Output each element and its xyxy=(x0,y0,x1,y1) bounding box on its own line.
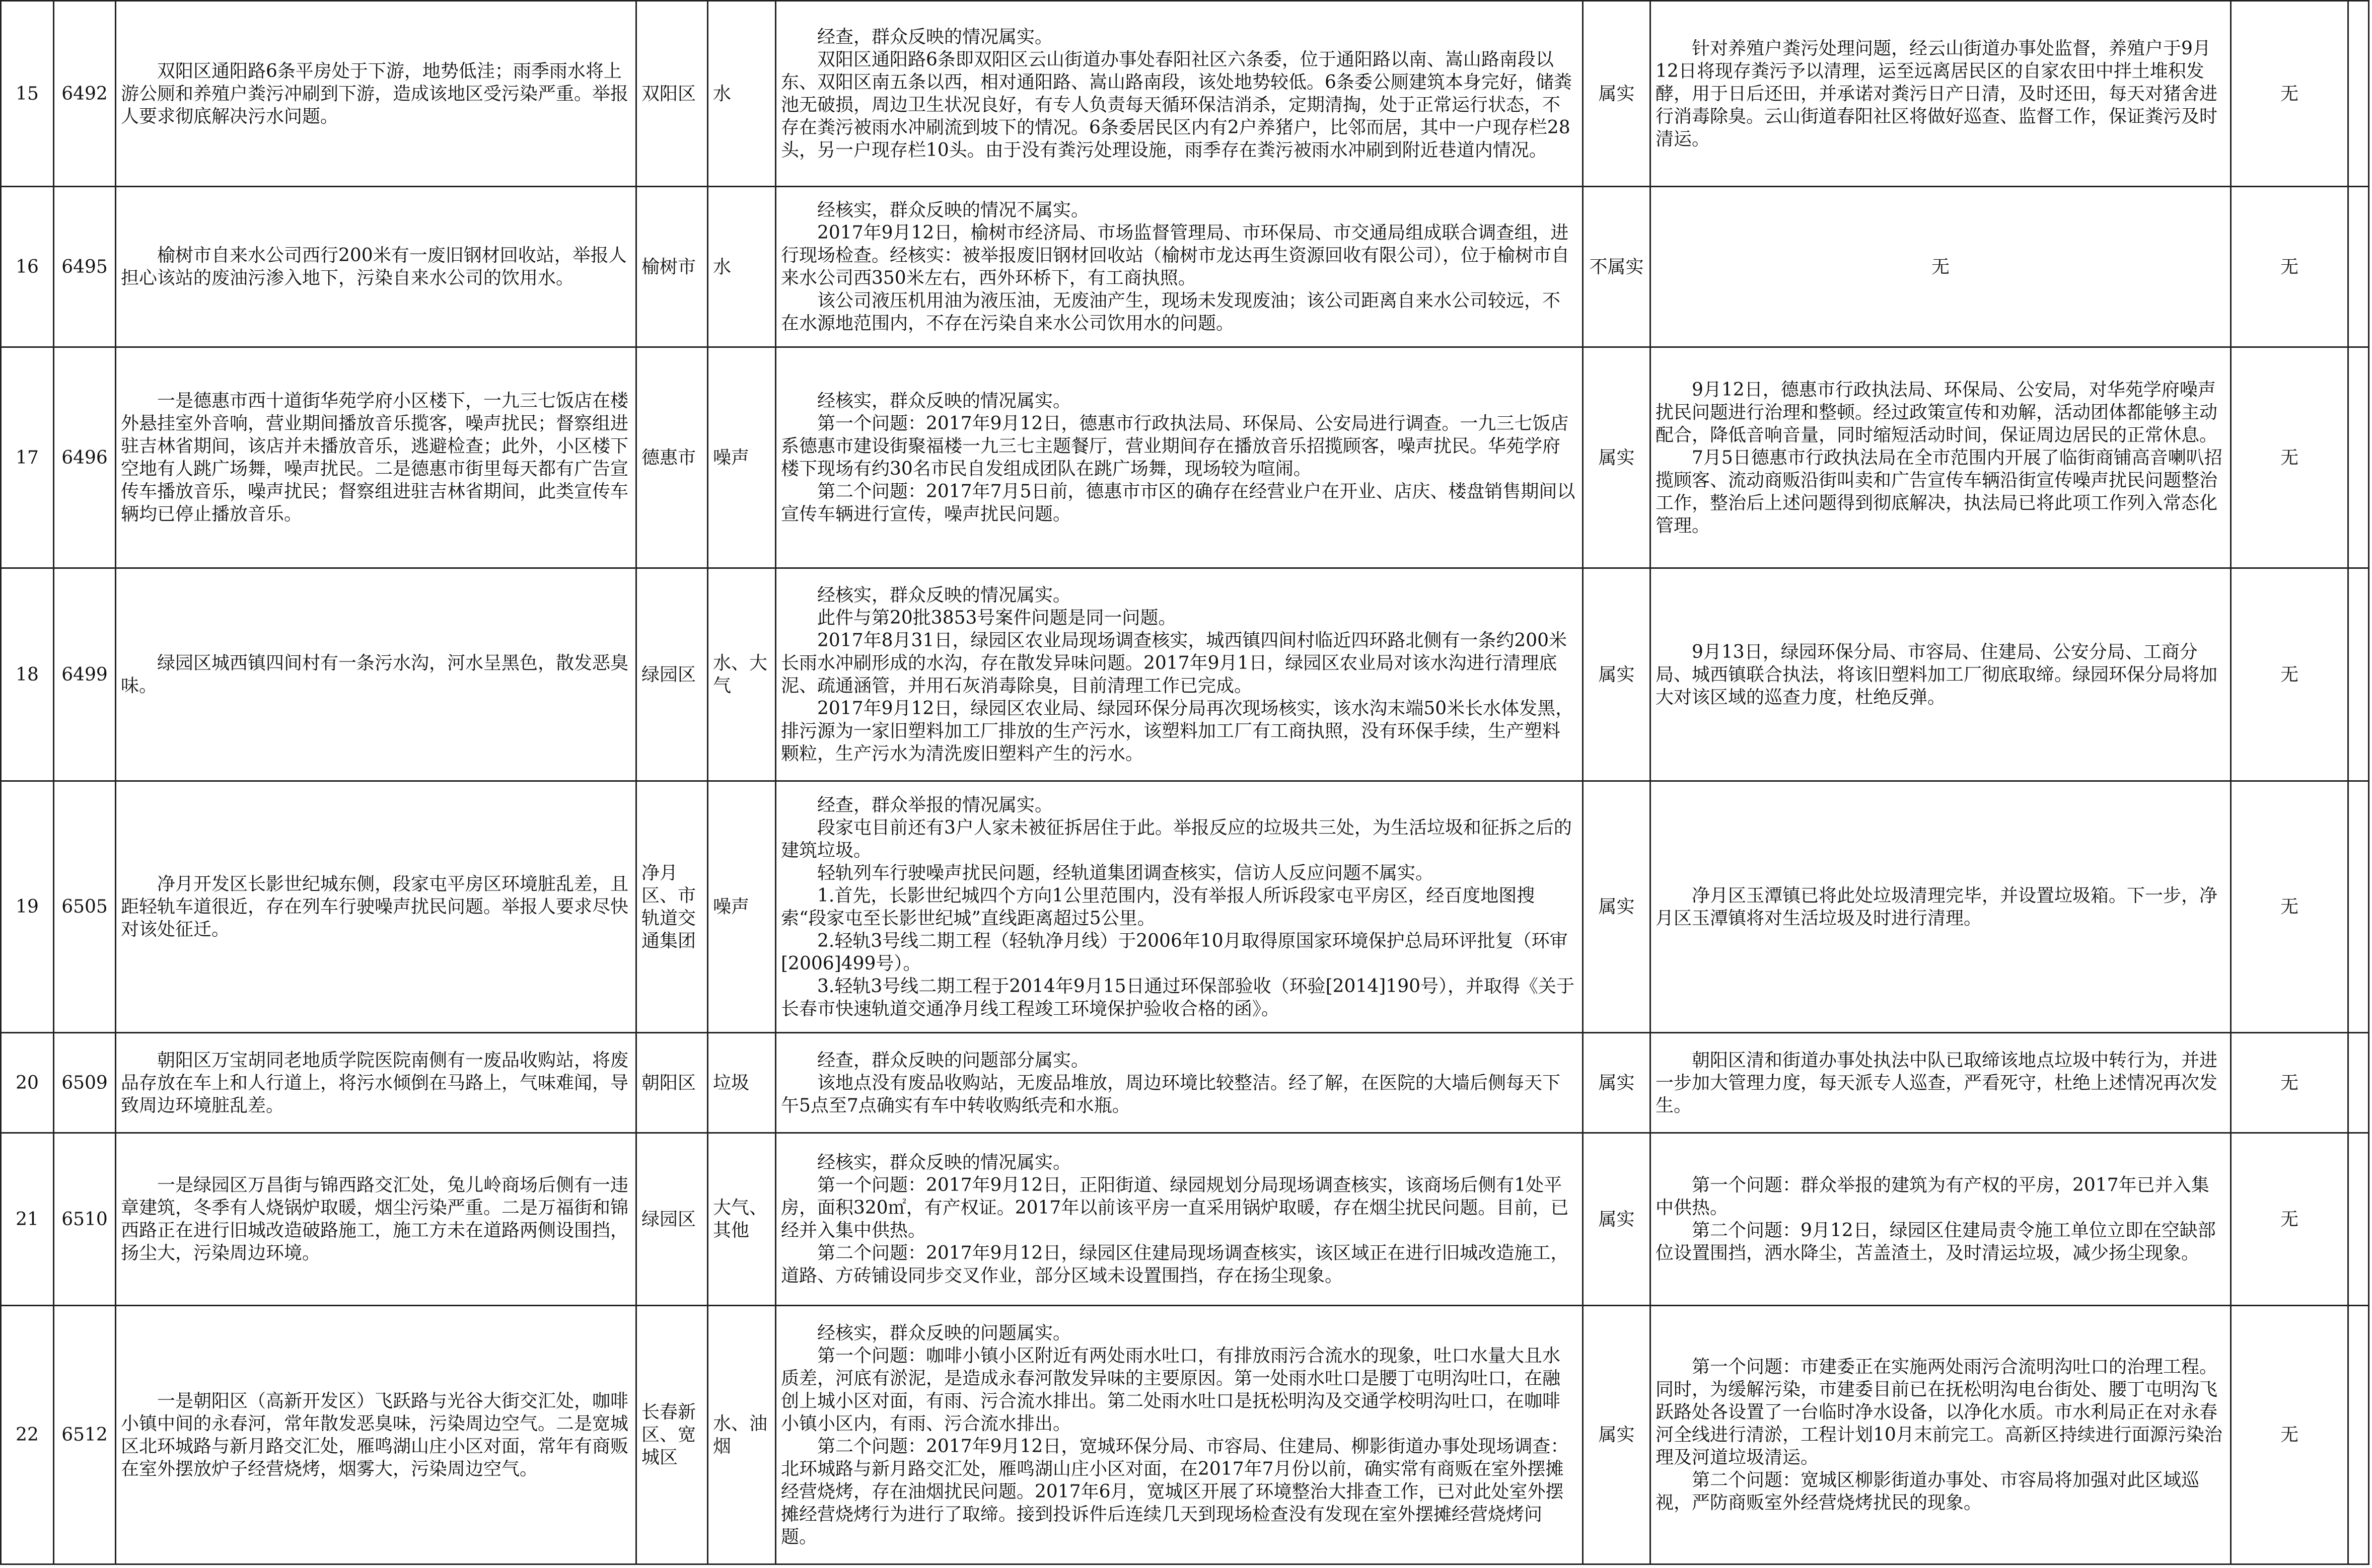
district: 榆树市 xyxy=(636,187,708,347)
accountability: 无 xyxy=(2231,1306,2348,1564)
blank-cell xyxy=(2348,187,2369,347)
case-id: 6496 xyxy=(54,347,116,568)
district: 德惠市 xyxy=(636,347,708,568)
district: 朝阳区 xyxy=(636,1033,708,1133)
handling-text-paragraph: 9月13日，绿园环保分局、市容局、住建局、公安分局、工商分局、城西镇联合执法，将该旧塑料加工厂彻底取缔。绿园环保分局将加大对该区域的巡查力度，杜绝反弹。 xyxy=(1656,641,2218,708)
investigation-text-paragraph: 此件与第20批3853号案件问题是同一问题。 xyxy=(817,608,1177,628)
investigation-text xyxy=(776,1306,1583,1564)
investigation-text-paragraph: 经查，群众反映的情况属实。 xyxy=(817,27,1053,47)
investigation-text-paragraph: 段家屯目前还有3户人家未被征拆居住于此。举报反应的垃圾共三处，为生活垃圾和征拆之后的建筑垃圾。 xyxy=(781,817,1572,861)
pollution-category: 噪声 xyxy=(708,347,776,568)
handling-text-paragraph: 无 xyxy=(1931,256,1950,277)
investigation-text-paragraph: 2017年8月31日，绿园区农业局现场调查核实，城西镇四间村临近四环路北侧有一条约200米长雨水冲刷形成的水沟，存在散发异味问题。2017年9月1日，绿园区农业局对该水沟进行清理底泥、疏通涵管，并用石灰消毒除臭，目前清理工作已完成。 xyxy=(781,630,1567,696)
investigation-text xyxy=(776,347,1583,568)
table-row xyxy=(1,1306,2369,1564)
table-row xyxy=(1,1,2369,187)
verdict: 不属实 xyxy=(1583,187,1650,347)
handling-text xyxy=(1650,1,2231,187)
handling-text-paragraph: 7月5日德惠市行政执法局在全市范围内开展了临街商铺高音喇叭招揽顾客、流动商贩沿街叫卖和广告宣传车辆沿街宣传噪声扰民问题整治工作，整治后上述问题得到彻底解决，执法局已将此项工作列入常态化管理。 xyxy=(1656,447,2222,536)
case-table-body xyxy=(1,1,2369,1564)
investigation-text-paragraph: 轻轨列车行驶噪声扰民问题，经轨道集团调查核实，信访人反应问题不属实。 xyxy=(817,862,1434,883)
table-row xyxy=(1,1133,2369,1306)
district: 绿园区 xyxy=(636,568,708,781)
handling-text-paragraph: 第二个问题：宽城区柳影街道办事处、市容局将加强对此区域巡视，严防商贩室外经营烧烤扰民的现象。 xyxy=(1656,1470,2200,1513)
handling-text xyxy=(1650,781,2231,1033)
investigation-text-paragraph: 第二个问题：2017年7月5日前，德惠市市区的确存在经营业户在开业、店庆、楼盘销售期间以宣传车辆进行宣传，噪声扰民问题。 xyxy=(781,481,1575,525)
investigation-text-paragraph: 第二个问题：2017年9月12日，宽城环保分局、市容局、住建局、柳影街道办事处现场调查：北环城路与新月路交汇处，雁鸣湖山庄小区对面，在2017年7月份以前，确实常有商贩在室外摆摊经营烧烤，存在油烟扰民问题。2017年6月，宽城区开展了环境整治大排查工作，已对此处室外摆摊经营烧烤行为进行了取缔。接到投诉件后连续几天到现场检查没有发现在室外摆摊经营烧烤问题。 xyxy=(781,1436,1569,1547)
investigation-text-paragraph: 经核实，群众反映的情况属实。 xyxy=(817,391,1071,411)
blank-cell xyxy=(2348,1,2369,187)
handling-text xyxy=(1650,568,2231,781)
complaint-text xyxy=(116,347,636,568)
complaint-text-paragraph: 绿园区城西镇四间村有一条污水沟，河水呈黑色，散发恶臭味。 xyxy=(121,653,629,696)
verdict: 属实 xyxy=(1583,568,1650,781)
handling-text-paragraph: 第一个问题：群众举报的建筑为有产权的平房，2017年已并入集中供热。 xyxy=(1656,1175,2209,1218)
complaint-text xyxy=(116,1,636,187)
row-number: 15 xyxy=(1,1,54,187)
investigation-text-paragraph: 经查，群众反映的问题部分属实。 xyxy=(817,1050,1090,1071)
accountability: 无 xyxy=(2231,781,2348,1033)
handling-text-paragraph: 净月区玉潭镇已将此处垃圾清理完毕，并设置垃圾箱。下一步，净月区玉潭镇将对生活垃圾及时进行清理。 xyxy=(1656,885,2218,929)
investigation-text-paragraph: 第一个问题：咖啡小镇小区附近有两处雨水吐口，有排放雨污合流水的现象，吐口水量大且水质差，河底有淤泥，是造成永春河散发异味的主要原因。第一处雨水吐口是腰丁屯明沟吐口，在融创上城小区对面，有雨、污合流水排出。第二处雨水吐口是抚松明沟及交通学校明沟吐口，在咖啡小镇小区内，有雨、污合流水排出。 xyxy=(781,1345,1561,1434)
pollution-category: 大气、其他 xyxy=(708,1133,776,1306)
blank-cell xyxy=(2348,1033,2369,1133)
handling-text-paragraph: 朝阳区清和街道办事处执法中队已取缔该地点垃圾中转行为，并进一步加大管理力度，每天派专人巡查，严看死守，杜绝上述情况再次发生。 xyxy=(1656,1050,2218,1116)
verdict: 属实 xyxy=(1583,1,1650,187)
handling-text-paragraph: 9月12日，德惠市行政执法局、环保局、公安局，对华苑学府噪声扰民问题进行治理和整顿。经过政策宣传和劝解，活动团体都能够主动配合，降低音响音量，同时缩短活动时间，保证周边居民的正常休息。 xyxy=(1656,379,2218,445)
investigation-text-paragraph: 3.轻轨3号线二期工程于2014年9月15日通过环保部验收（环验[2014]190号），并取得《关于长春市快速轨道交通净月线工程竣工环境保护验收合格的函》。 xyxy=(781,976,1575,1019)
handling-text xyxy=(1650,187,2231,347)
investigation-text xyxy=(776,1033,1583,1133)
case-id: 6505 xyxy=(54,781,116,1033)
case-id: 6510 xyxy=(54,1133,116,1306)
blank-cell xyxy=(2348,1306,2369,1564)
row-number: 20 xyxy=(1,1033,54,1133)
investigation-text xyxy=(776,1133,1583,1306)
complaint-text xyxy=(116,1133,636,1306)
pollution-category: 水 xyxy=(708,187,776,347)
investigation-text-paragraph: 第一个问题：2017年9月12日，德惠市行政执法局、环保局、公安局进行调查。一九三七饭店系德惠市建设街聚福楼一九三七主题餐厅，营业期间存在播放音乐招揽顾客，噪声扰民。华苑学府楼下现场有约30名市民自发组成团队在跳广场舞，现场较为喧闹。 xyxy=(781,413,1569,479)
complaint-text xyxy=(116,568,636,781)
verdict: 属实 xyxy=(1583,1306,1650,1564)
investigation-text-paragraph: 经核实，群众反映的问题属实。 xyxy=(817,1322,1071,1343)
row-number: 17 xyxy=(1,347,54,568)
investigation-text xyxy=(776,781,1583,1033)
accountability: 无 xyxy=(2231,1,2348,187)
complaint-text-paragraph: 榆树市自来水公司西行200米有一废旧钢材回收站，举报人担心该站的废油污渗入地下，污染自来水公司的饮用水。 xyxy=(121,245,627,288)
blank-cell xyxy=(2348,347,2369,568)
investigation-text-paragraph: 经查，群众举报的情况属实。 xyxy=(817,794,1053,815)
investigation-text xyxy=(776,568,1583,781)
complaint-text xyxy=(116,187,636,347)
accountability: 无 xyxy=(2231,187,2348,347)
handling-text-paragraph: 针对养殖户粪污处理问题，经云山街道办事处监督，养殖户于9月12日将现存粪污予以清理，运至远离居民区的自家农田中拌土堆积发酵，用于日后还田，并承诺对粪污日产日清，及时还田，每天对猪舍进行消毒除臭。云山街道春阳社区将做好巡查、监督工作，保证粪污及时清运。 xyxy=(1656,38,2218,150)
district: 绿园区 xyxy=(636,1133,708,1306)
pollution-category: 噪声 xyxy=(708,781,776,1033)
district: 净月区、市轨道交通集团 xyxy=(636,781,708,1033)
complaint-text xyxy=(116,781,636,1033)
pollution-category: 垃圾 xyxy=(708,1033,776,1133)
complaint-text-paragraph: 双阳区通阳路6条平房处于下游，地势低洼；雨季雨水将上游公厕和养殖户粪污冲刷到下游，造成该地区受污染严重。举报人要求彻底解决污水问题。 xyxy=(121,60,629,127)
investigation-text-paragraph: 第一个问题：2017年9月12日，正阳街道、绿园规划分局现场调查核实，该商场后侧有1处平房，面积320㎡，有产权证。2017年以前该平房一直采用锅炉取暖，存在烟尘扰民问题。目前，已经并入集中供热。 xyxy=(781,1175,1569,1241)
investigation-text-paragraph: 该公司液压机用油为液压油，无废油产生，现场未发现废油；该公司距离自来水公司较远，不在水源地范围内，不存在污染自来水公司饮用水的问题。 xyxy=(781,290,1561,334)
investigation-text-paragraph: 2017年9月12日，榆树市经济局、市场监督管理局、市环保局、市交通局组成联合调查组，进行现场检查。经核实：被举报废旧钢材回收站（榆树市龙达再生资源回收有限公司），位于榆树市自来水公司西350米左右，西外环桥下，有工商执照。 xyxy=(781,222,1570,288)
handling-text-paragraph: 第二个问题：9月12日，绿园区住建局责令施工单位立即在空缺部位设置围挡，洒水降尘，苫盖渣土，及时清运垃圾，减少扬尘现象。 xyxy=(1656,1220,2216,1263)
row-number: 19 xyxy=(1,781,54,1033)
complaint-text xyxy=(116,1033,636,1133)
case-id: 6495 xyxy=(54,187,116,347)
row-number: 22 xyxy=(1,1306,54,1564)
complaint-text-paragraph: 一是德惠市西十道街华苑学府小区楼下，一九三七饭店在楼外悬挂室外音响，营业期间播放音乐揽客，噪声扰民；督察组进驻吉林省期间，该店并未播放音乐，逃避检查；此外，小区楼下空地有人跳广场舞，噪声扰民。二是德惠市街里每天都有广告宣传车播放音乐，噪声扰民；督察组进驻吉林省期间，此类宣传车辆均已停止播放音乐。 xyxy=(121,391,629,525)
investigation-text-paragraph: 2.轻轨3号线二期工程（轻轨净月线）于2006年10月取得原国家环境保护总局环评批复（环审[2006]499号）。 xyxy=(781,930,1568,974)
table-row xyxy=(1,347,2369,568)
accountability: 无 xyxy=(2231,1133,2348,1306)
investigation-text-paragraph: 该地点没有废品收购站，无废品堆放，周边环境比较整洁。经了解，在医院的大墙后侧每天下午5点至7点确实有车中转收购纸壳和水瓶。 xyxy=(781,1072,1561,1116)
row-number: 16 xyxy=(1,187,54,347)
table-row xyxy=(1,781,2369,1033)
complaint-text xyxy=(116,1306,636,1564)
pollution-category: 水、大气 xyxy=(708,568,776,781)
pollution-category: 水 xyxy=(708,1,776,187)
investigation-text-paragraph: 经核实，群众反映的情况属实。 xyxy=(817,585,1071,606)
case-id: 6499 xyxy=(54,568,116,781)
accountability: 无 xyxy=(2231,568,2348,781)
investigation-text-paragraph: 经核实，群众反映的情况属实。 xyxy=(817,1152,1071,1173)
table-row xyxy=(1,187,2369,347)
complaint-text-paragraph: 一是绿园区万昌街与锦西路交汇处，兔儿岭商场后侧有一违章建筑，冬季有人烧锅炉取暖，烟尘污染严重。二是万福街和锦西路正在进行旧城改造破路施工，施工方未在道路两侧设围挡，扬尘大，污染周边环境。 xyxy=(121,1175,629,1263)
case-id: 6509 xyxy=(54,1033,116,1133)
complaint-text-paragraph: 朝阳区万宝胡同老地质学院医院南侧有一废品收购站，将废品存放在车上和人行道上，将污水倾倒在马路上，气味难闻，导致周边环境脏乱差。 xyxy=(121,1050,629,1116)
case-id: 6512 xyxy=(54,1306,116,1564)
handling-text xyxy=(1650,1033,2231,1133)
table-row xyxy=(1,1033,2369,1133)
complaint-text-paragraph: 净月开发区长影世纪城东侧，段家屯平房区环境脏乱差，且距轻轨车道很近，存在列车行驶噪声扰民问题。举报人要求尽快对该处征迁。 xyxy=(121,874,629,940)
investigation-text xyxy=(776,187,1583,347)
blank-cell xyxy=(2348,781,2369,1033)
investigation-text-paragraph: 2017年9月12日，绿园区农业局、绿园环保分局再次现场核实，该水沟末端50米长水体发黑，排污源为一家旧塑料加工厂排放的生产污水，该塑料加工厂有工商执照，没有环保手续，生产塑料颗粒，生产污水为清洗废旧塑料产生的污水。 xyxy=(781,698,1574,764)
handling-text xyxy=(1650,1133,2231,1306)
case-id: 6492 xyxy=(54,1,116,187)
investigation-text-paragraph: 第二个问题：2017年9月12日，绿园区住建局现场调查核实，该区域正在进行旧城改造施工，道路、方砖铺设同步交叉作业，部分区域未设置围挡，存在扬尘现象。 xyxy=(781,1243,1569,1286)
accountability: 无 xyxy=(2231,347,2348,568)
handling-text xyxy=(1650,347,2231,568)
complaint-text-paragraph: 一是朝阳区（高新开发区）飞跃路与光谷大街交汇处，咖啡小镇中间的永春河，常年散发恶臭味，污染周边空气。二是宽城区北环城路与新月路交汇处，雁鸣湖山庄小区对面，常年有商贩在室外摆放炉子经营烧烤，烟雾大，污染周边空气。 xyxy=(121,1390,629,1479)
investigation-text-paragraph: 1.首先，长影世纪城四个方向1公里范围内，没有举报人所诉段家屯平房区，经百度地图搜索“段家屯至长影世纪城”直线距离超过5公里。 xyxy=(781,885,1535,929)
verdict: 属实 xyxy=(1583,1133,1650,1306)
district: 双阳区 xyxy=(636,1,708,187)
pollution-category: 水、油烟 xyxy=(708,1306,776,1564)
verdict: 属实 xyxy=(1583,347,1650,568)
blank-cell xyxy=(2348,568,2369,781)
verdict: 属实 xyxy=(1583,781,1650,1033)
district: 长春新区、宽城区 xyxy=(636,1306,708,1564)
table-row xyxy=(1,568,2369,781)
row-number: 21 xyxy=(1,1133,54,1306)
investigation-text xyxy=(776,1,1583,187)
handling-text-paragraph: 第一个问题：市建委正在实施两处雨污合流明沟吐口的治理工程。同时，为缓解污染，市建委目前已在抚松明沟电台街处、腰丁屯明沟飞跃路处各设置了一台临时净水设备，以净化水质。市水利局正在对永春河全线进行清淤，工程计划10月末前完工。高新区持续进行面源污染治理及河道垃圾清运。 xyxy=(1656,1357,2222,1468)
investigation-text-paragraph: 双阳区通阳路6条即双阳区云山街道办事处春阳社区六条委，位于通阳路以南、嵩山路南段以东、双阳区南五条以西，相对通阳路、嵩山路南段，该处地势较低。6条委公厕建筑本身完好，储粪池无破损，周边卫生状况良好，有专人负责每天循环保洁消杀，定期清掏，处于正常运行状态，不存在粪污被雨水冲刷流到坡下的情况。6条委居民区内有2户养猪户，比邻而居，其中一户现存栏28头，另一户现存栏10头。由于没有粪污处理设施，雨季存在粪污被雨水冲刷到附近巷道内情况。 xyxy=(781,49,1572,161)
row-number: 18 xyxy=(1,568,54,781)
blank-cell xyxy=(2348,1133,2369,1306)
handling-text xyxy=(1650,1306,2231,1564)
accountability: 无 xyxy=(2231,1033,2348,1133)
verdict: 属实 xyxy=(1583,1033,1650,1133)
investigation-text-paragraph: 经核实，群众反映的情况不属实。 xyxy=(817,200,1090,220)
